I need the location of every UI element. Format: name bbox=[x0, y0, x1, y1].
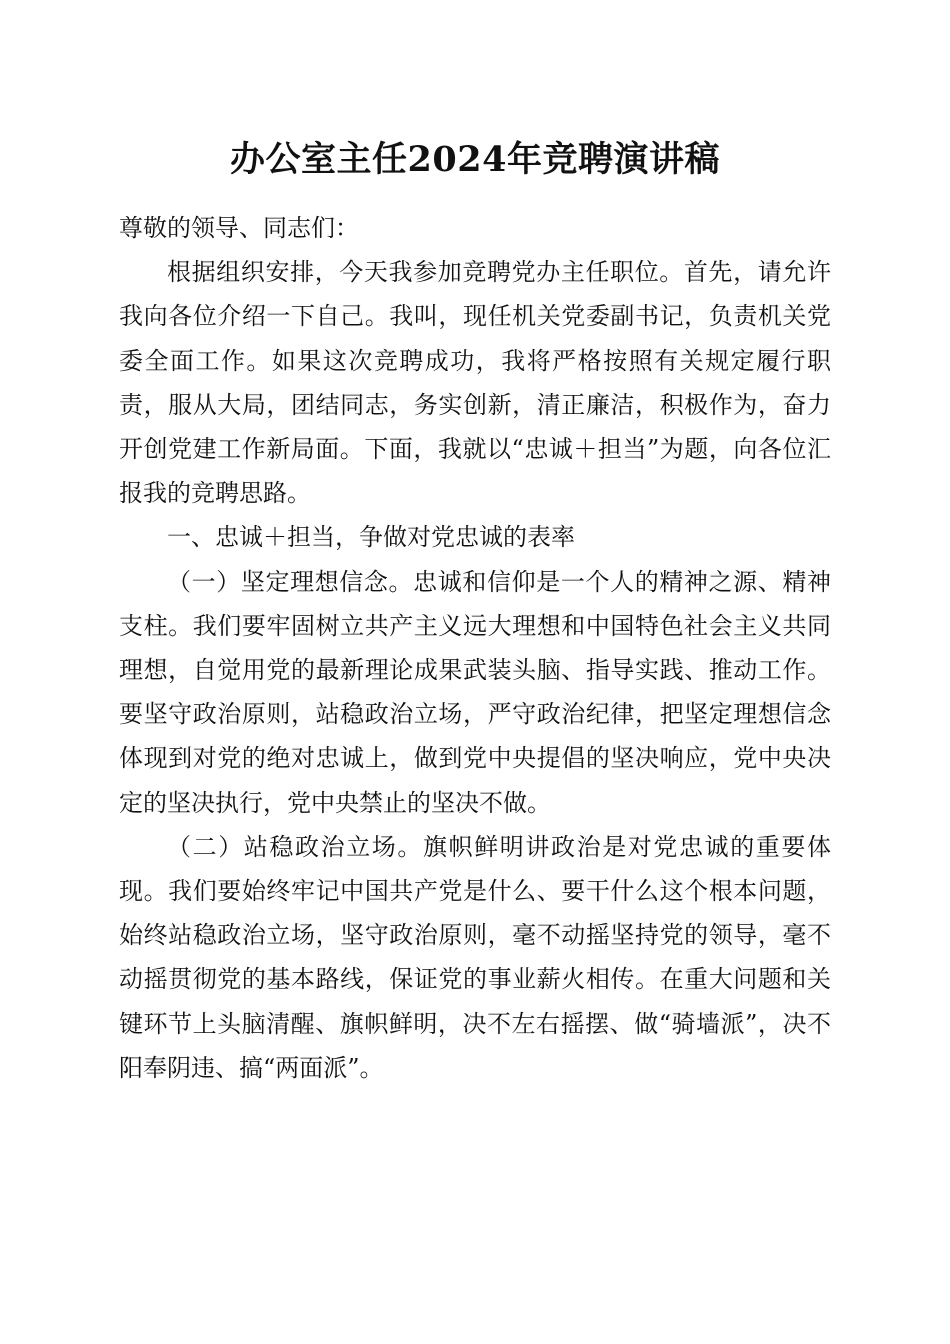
paragraph-intro: 根据组织安排，今天我参加竞聘党办主任职位。首先，请允许我向各位介绍一下自己。我叫，现任机关党委副书记，负责机关党委全面工作。如果这次竞聘成功，我将严格按照有关规定履行职责，服从大局，团结同志，务实创新，清正廉洁，积极作为，奋力开创党建工作新局面。下面，我就以“忠诚＋担当”为题，向各位汇报我的竞聘思路。 bbox=[119, 258, 831, 508]
document-title: 办公室主任2024年竞聘演讲稿 bbox=[230, 139, 720, 180]
salutation: 尊敬的领导、同志们： bbox=[119, 214, 359, 242]
paragraph-subsection-2: （二）站稳政治立场。旗帜鲜明讲政治是对党忠诚的重要体现。我们要始终牢记中国共产党是什么、要干什么这个根本问题，始终站稳政治立场，坚守政治原则，毫不动摇坚持党的领导，毫不动摇贯彻党的基本路线，保证党的事业薪火相传。在重大问题和关键环节上头脑清醒、旗帜鲜明，决不左右摇摆、做“骑墙派”，决不阳奉阴违、搞“两面派”。 bbox=[119, 832, 831, 1082]
document-body bbox=[119, 206, 831, 1090]
section-heading-1: 一、忠诚＋担当，争做对党忠诚的表率 bbox=[167, 523, 575, 552]
paragraph-subsection-1: （一）坚定理想信念。忠诚和信仰是一个人的精神之源、精神支柱。我们要牢固树立共产主义远大理想和中国特色社会主义共同理想，自觉用党的最新理论成果武装头脑、指导实践、推动工作。要坚守政治原则，站稳政治立场，严守政治纪律，把坚定理想信念体现到对党的绝对忠诚上，做到党中央提倡的坚决响应，党中央决定的坚决执行，党中央禁止的坚决不做。 bbox=[119, 567, 831, 817]
